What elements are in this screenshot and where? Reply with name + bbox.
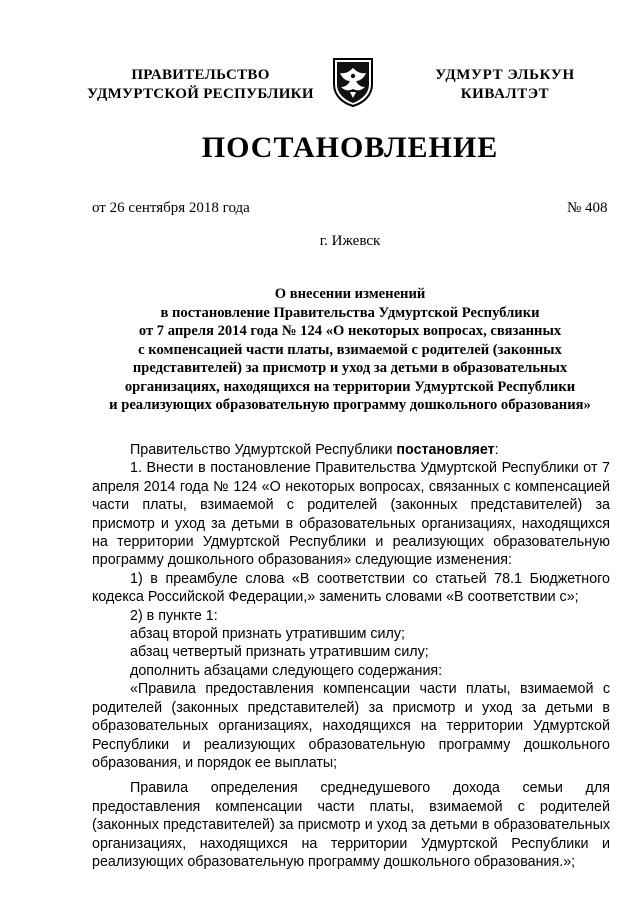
paragraph-8: Правила определения среднедушевого дохода семьи для предоставления компенсации части платы, взимаемой с родителей (законных представителей) за присмотр и уход за детьми в образовательных организациях, находящихся на территории Удмуртской Республики и реализующих образовательную программу дошкольного образования.»; [92,780,610,870]
subject-line: от 7 апреля 2014 года № 124 «О некоторых вопросах, связанных [138,323,562,339]
paragraph-3: 2) в пункте 1: [130,607,218,624]
document-date: от 26 сентября 2018 года [92,200,250,216]
intro-paragraph [92,441,610,459]
paragraph-1: 1. Внести в постановление Правительства Удмуртской Республики от 7 апреля 2014 года № 124 «О некоторых вопросах, связанных с компенсацией части платы, взимаемой с родителей (законных представителей) за присмотр и уход за детьми в образовательных организациях, находящихся на территории Удмуртской Республики и реализующих образовательную программу дошкольного образования» следующие изменения: [92,460,610,569]
document-body [92,441,610,871]
paragraph-5: абзац четвертый признать утратившим силу; [130,644,429,661]
paragraph-6: дополнить абзацами следующего содержания: [130,662,443,679]
coat-of-arms-emblem [328,56,378,108]
udmurt-name-line2: КИВАЛТЭТ [460,86,550,102]
paragraph-4: абзац второй признать утратившим силу; [130,626,405,643]
subject-line: в постановление Правительства Удмуртской Республики [160,304,540,321]
paragraph-2: 1) в преамбуле слова «В соответствии со статьей 78.1 Бюджетного кодекса Российской Федерации,» заменить словами «В соответствии с»; [92,570,610,606]
government-name-russian [78,66,323,104]
subject-line: и реализующих образовательную программу дошкольного образования» [109,397,591,413]
government-name-udmurt [430,66,580,104]
document-city: г. Ижевск [319,233,381,249]
subject-line: О внесении изменений [274,286,426,302]
document-subject [80,285,620,415]
intro-colon: : [494,442,499,458]
document-number: № 408 [567,200,608,216]
government-name-line1: ПРАВИТЕЛЬСТВО [131,67,270,83]
resolves-keyword: постановляет [396,442,495,458]
paragraph-7: «Правила предоставления компенсации части платы, взимаемой с родителей (законных представителей) за присмотр и уход за детьми в образовательных организациях, находящихся на территории Удмуртской Республики и реализующих образовательную программу дошкольного образования, и порядок ее выплаты; [92,681,610,771]
government-name-line2: УДМУРТСКОЙ РЕСПУБЛИКИ [87,86,314,102]
intro-text: Правительство Удмуртской Республики [130,442,397,458]
subject-line: организациях, находящихся на территории Удмуртской Республики [124,378,576,395]
udmurt-name-line1: УДМУРТ ЭЛЬКУН [435,67,575,83]
subject-line: представителей) за присмотр и уход за детьми в образовательных [132,360,568,376]
subject-line: с компенсацией части платы, взимаемой с родителей (законных [138,341,562,358]
document-type-title: ПОСТАНОВЛЕНИЕ [201,131,499,164]
